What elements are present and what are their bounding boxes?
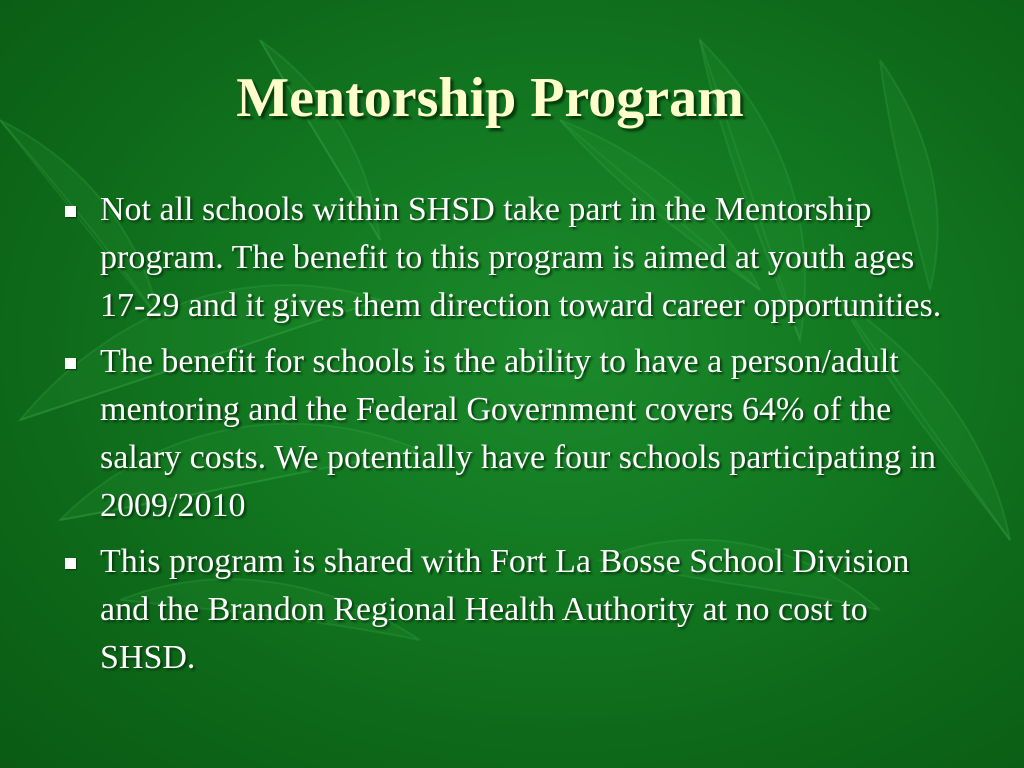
bullet-text: Not all schools within SHSD take part in the Mentorship program. The benefit to this program is aimed at youth ages 17-29 and it gives them direction toward career opportunities.: [100, 191, 942, 324]
slide-title: Mentorship Program: [236, 67, 744, 129]
bullet-text: The benefit for schools is the ability to have a person/adult mentoring and the Federal Government covers 64% of the salary costs. We potentially have four schools participating in 2009/2010: [100, 343, 937, 524]
bullet-text: This program is shared with Fort La Bosse School Division and the Brandon Regional Health Authority at no cost to SHSD.: [100, 543, 910, 676]
bullet-item: [62, 186, 962, 330]
bullet-item: [62, 538, 962, 682]
bullet-list: [62, 186, 962, 690]
square-bullet-icon: [65, 206, 76, 217]
bullet-item: [62, 338, 962, 530]
square-bullet-icon: [65, 558, 76, 569]
square-bullet-icon: [65, 358, 76, 369]
